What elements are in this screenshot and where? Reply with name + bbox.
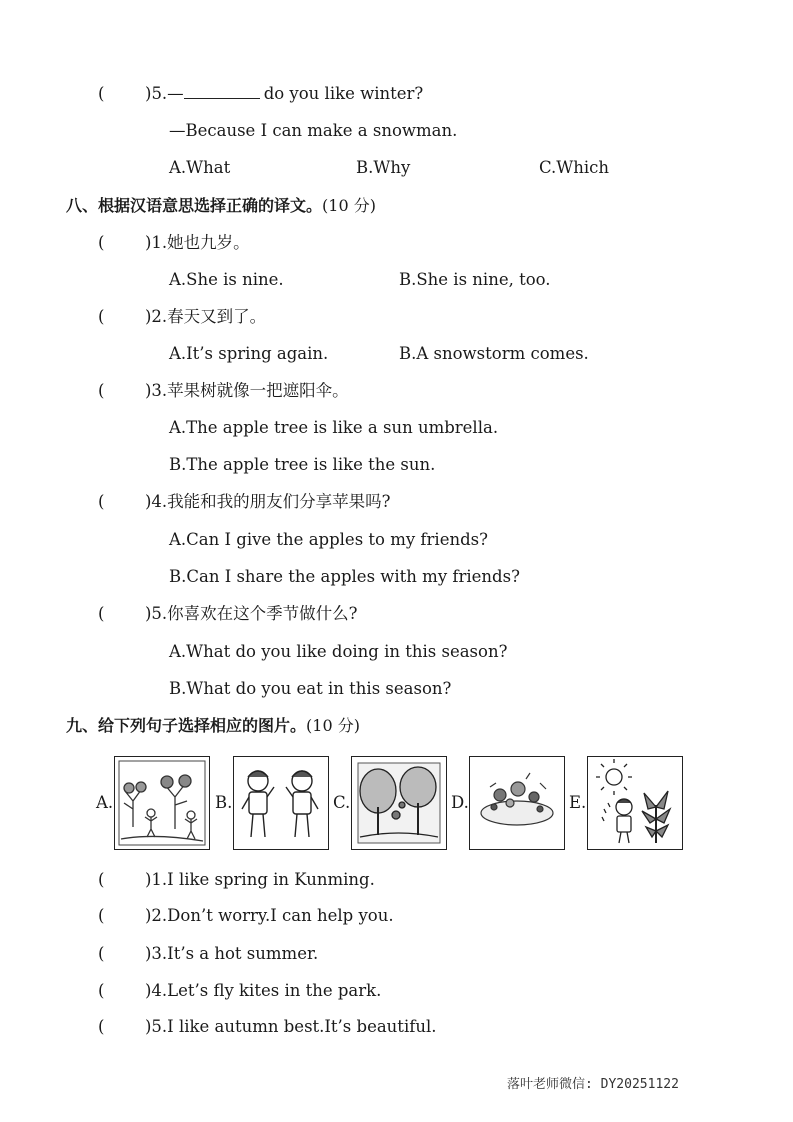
section8-heading (66, 196, 376, 216)
answer-paren-s9-5[interactable]: ( (98, 1017, 105, 1036)
q7-item5-option-c[interactable]: C.Which (539, 158, 610, 177)
picture-e-letter: E. (569, 793, 587, 812)
picture-b-letter: B. (215, 793, 233, 812)
answer-paren-s8-4[interactable]: ( (98, 492, 105, 511)
s8-item1-option-a[interactable]: A.She is nine. (169, 270, 284, 289)
q7-item5-number: 5.— (151, 84, 184, 103)
answer-paren-s8-1[interactable]: ( (98, 233, 105, 252)
q7-item5-question-text: do you like winter? (263, 84, 424, 103)
footer-contact: 落叶老师微信: DY20251122 (507, 1077, 679, 1092)
picture-c-letter: C. (333, 793, 351, 812)
s9-item4-sentence: )4.Let’s fly kites in the park. (145, 981, 382, 1000)
s8-item4-question: )4.我能和我的朋友们分享苹果吗? (145, 492, 391, 511)
s8-item2-option-b[interactable]: B.A snowstorm comes. (399, 344, 589, 363)
s8-item3-option-a[interactable]: A.The apple tree is like a sun umbrella. (169, 418, 499, 437)
s8-item4-option-a[interactable]: A.Can I give the apples to my friends? (169, 530, 488, 549)
section8-title: 八、根据汉语意思选择正确的译文。 (66, 196, 323, 215)
answer-paren-s8-5[interactable]: ( (98, 604, 105, 623)
section9-title: 九、给下列句子选择相应的图片。 (66, 716, 307, 735)
answer-paren-s8-2[interactable]: ( (98, 307, 105, 326)
answer-paren-open[interactable]: ( (98, 84, 105, 103)
picture-a-letter: A. (96, 793, 114, 812)
q7-item5-option-b[interactable]: B.Why (356, 158, 411, 177)
s8-item2-question: )2.春天又到了。 (145, 307, 267, 326)
s9-item5-sentence: )5.I like autumn best.It’s beautiful. (145, 1017, 437, 1036)
picture-b[interactable] (233, 756, 329, 850)
s9-item3-sentence: )3.It’s a hot summer. (145, 944, 319, 963)
picture-c[interactable] (351, 756, 447, 850)
q7-item5-answer-line: —Because I can make a snowman. (169, 121, 458, 140)
s8-item5-option-b[interactable]: B.What do you eat in this season? (169, 679, 452, 698)
s9-item2-sentence: )2.Don’t worry.I can help you. (145, 906, 394, 925)
answer-paren-s9-2[interactable]: ( (98, 906, 105, 925)
s8-item1-option-b[interactable]: B.She is nine, too. (399, 270, 551, 289)
s8-item3-question: )3.苹果树就像一把遮阳伞。 (145, 381, 349, 400)
s8-item5-option-a[interactable]: A.What do you like doing in this season? (169, 642, 508, 661)
s8-item2-option-a[interactable]: A.It’s spring again. (169, 344, 329, 363)
picture-d-letter: D. (451, 793, 469, 812)
q7-item5-prefix: ) (145, 84, 152, 103)
autumn-trees-icon (352, 757, 446, 849)
two-boys-icon (234, 757, 328, 849)
spring-kids-trees-icon (115, 757, 209, 849)
picture-d[interactable] (469, 756, 565, 850)
hot-sun-boy-icon (588, 757, 682, 849)
q7-item5-question (145, 84, 423, 104)
answer-paren-s9-4[interactable]: ( (98, 981, 105, 1000)
picture-a[interactable] (114, 756, 210, 850)
answer-paren-s9-1[interactable]: ( (98, 870, 105, 889)
q7-item5-option-a[interactable]: A.What (169, 158, 231, 177)
section9-points: (10 分) (306, 716, 360, 735)
section9-heading (66, 716, 360, 736)
s8-item4-option-b[interactable]: B.Can I share the apples with my friends? (169, 567, 520, 586)
picture-e[interactable] (587, 756, 683, 850)
s8-item3-option-b[interactable]: B.The apple tree is like the sun. (169, 455, 436, 474)
answer-paren-s9-3[interactable]: ( (98, 944, 105, 963)
snow-scene-icon (470, 757, 564, 849)
answer-paren-s8-3[interactable]: ( (98, 381, 105, 400)
section8-points: (10 分) (322, 196, 376, 215)
answer-blank[interactable] (184, 84, 260, 99)
s8-item5-question: )5.你喜欢在这个季节做什么? (145, 604, 358, 623)
s8-item1-question: )1.她也九岁。 (145, 233, 250, 252)
s9-item1-sentence: )1.I like spring in Kunming. (145, 870, 375, 889)
